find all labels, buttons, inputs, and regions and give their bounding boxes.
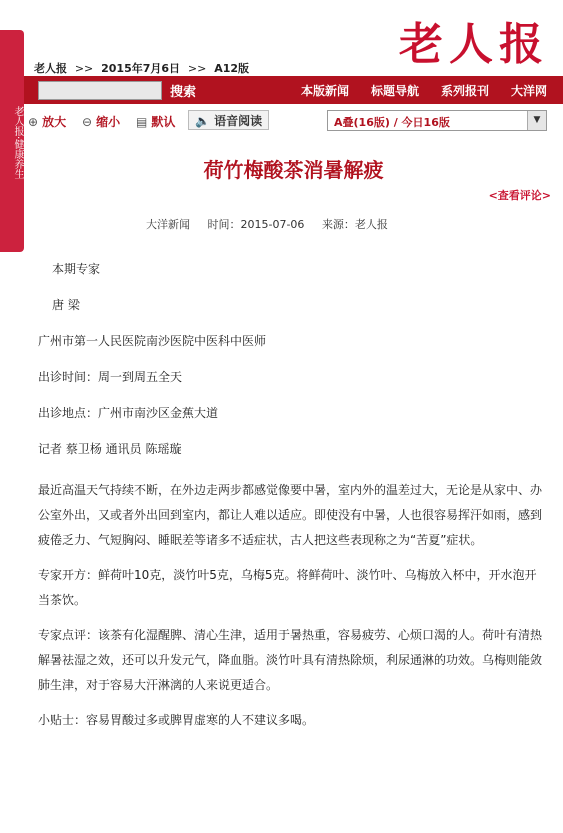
reading-toolbar [24,110,563,132]
article-paragraph: 专家开方：鲜荷叶10克，淡竹叶5克，乌梅5克。将鲜荷叶、淡竹叶、乌梅放入杯中，开水泡开当茶饮。 [38,568,537,607]
nav-link-series[interactable]: 系列报刊 [440,84,489,98]
zoom-out-label: 缩小 [96,115,121,129]
view-comments-link[interactable]: <查看评论> [488,189,551,202]
zoom-in-button[interactable] [28,113,66,130]
default-size-button[interactable] [136,113,175,130]
side-tab[interactable]: 老人报·健康养生 [0,30,24,252]
article-time: 时间：2015-07-06 [207,218,305,231]
article-meta [146,216,402,232]
zoom-out-button[interactable] [82,113,120,130]
zoom-in-icon: ⊕ [28,115,39,129]
breadcrumb [34,60,249,76]
article-paragraph: 小贴士：容易胃酸过多或脾胃虚寒的人不建议多喝。 [38,713,315,727]
read-aloud-button[interactable] [188,110,269,130]
edition-select-value: A叠(16版) / 今日16版 [334,116,450,129]
default-size-label: 默认 [151,115,176,129]
nav-link-current-news[interactable]: 本版新闻 [300,84,349,98]
zoom-out-icon: ⊖ [82,115,93,129]
top-navbar [24,76,563,104]
breadcrumb-date[interactable]: 2015年7月6日 [101,62,181,75]
article-paragraph: 最近高温天气持续不断，在外边走两步都感觉像要中暑，室内外的温差过大，无论是从家中、办公室外出，又或者外出回到室内，都让人难以适应。即使没有中暑，人也很容易挥汗如雨，感到疲倦乏力、气短胸闷、睡眠差等诸多不适症状，古人把这些表现称之为“苦夏”症状。 [38,483,543,547]
article-title: 荷竹梅酸茶消暑解疲 [203,158,384,182]
breadcrumb-page[interactable]: A12版 [214,62,250,75]
document-icon: ▤ [136,115,148,129]
article-source: 来源：老人报 [321,218,388,231]
chevron-down-icon[interactable]: ▼ [527,111,546,130]
speaker-icon: 🔈 [195,114,210,128]
zoom-in-label: 放大 [42,115,67,129]
article-paragraph: 专家点评：该茶有化湿醒脾、清心生津，适用于暑热重，容易疲劳、心烦口渴的人。荷叶有清热解暑祛湿之效，还可以升发元气，降血脂。淡竹叶具有清热除烦，利尿通淋的功效。乌梅则能敛肺生津，对于容易大汗淋漓的人来说更适合。 [38,628,543,692]
article-paragraph: 广州市第一人民医院南沙医院中医科中医师 [38,334,267,348]
article-paragraph: 出诊时间：周一到周五全天 [38,370,183,384]
article-paragraph: 唐 梁 [52,298,80,312]
breadcrumb-paper[interactable]: 老人报 [34,62,67,75]
edition-select[interactable] [327,110,547,131]
breadcrumb-separator: >> [187,62,207,75]
article-paragraph: 记者 蔡卫杨 通讯员 陈瑶璇 [38,442,182,456]
breadcrumb-separator: >> [74,62,94,75]
nav-link-headline-nav[interactable]: 标题导航 [370,84,419,98]
search-button[interactable]: 搜索 [170,85,197,100]
article-paragraph: 本期专家 [52,262,101,276]
article-source-site: 大洋新闻 [146,218,190,231]
read-aloud-label: 语音阅读 [214,114,263,128]
nav-links [301,82,547,99]
article-body [38,256,548,743]
newspaper-logo[interactable]: 老人报 [399,19,549,70]
search-input[interactable] [38,81,162,100]
nav-link-dayoo[interactable]: 大洋网 [510,84,547,98]
article-paragraph: 出诊地点：广州市南沙区金蕉大道 [38,406,219,420]
